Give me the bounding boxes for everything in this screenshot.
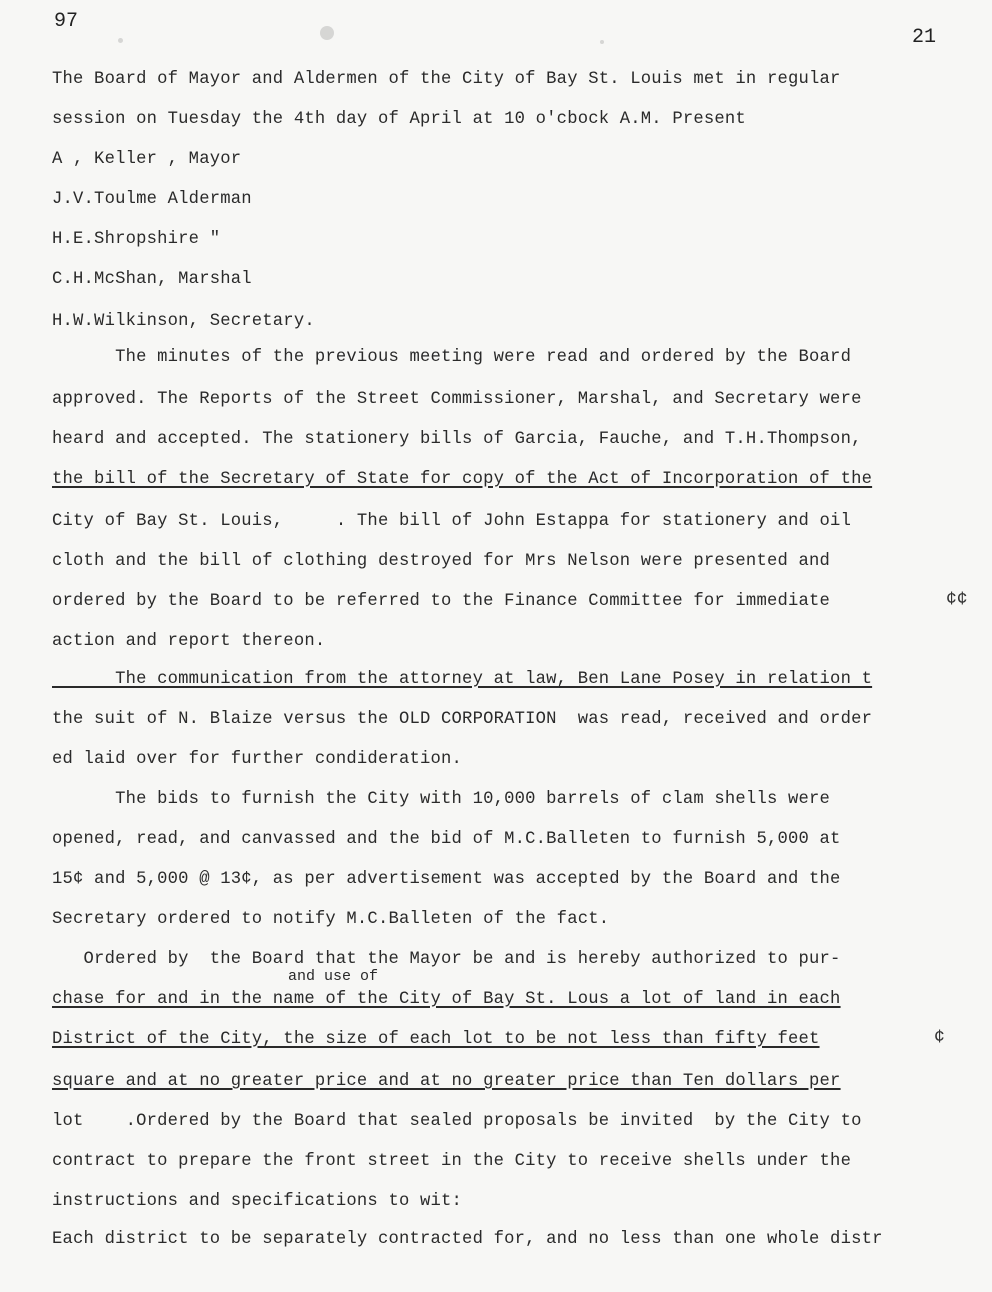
text-line: The bids to furnish the City with 10,000 barrels of clam shells were xyxy=(52,790,831,809)
text-line: A , Keller , Mayor xyxy=(52,150,242,169)
text-line: session on Tuesday the 4th day of April at 10 o'cbock A.M. Present xyxy=(52,110,746,129)
interlinear-insert: and use of xyxy=(288,968,379,985)
paper-speck xyxy=(600,40,604,44)
text-line: J.V.Toulme Alderman xyxy=(52,190,252,209)
paper-speck xyxy=(320,26,334,40)
text-line: contract to prepare the front street in the City to receive shells under the xyxy=(52,1152,852,1171)
text-line: Each district to be separately contracted for, and no less than one whole distr xyxy=(52,1230,883,1249)
text-line: Secretary ordered to notify M.C.Balleten of the fact. xyxy=(52,910,610,929)
text-line-underlined: the bill of the Secretary of State for copy of the Act of Incorporation of the xyxy=(52,470,873,489)
text-line: instructions and specifications to wit: xyxy=(52,1192,463,1211)
struck-mark: ¢ xyxy=(934,1028,945,1048)
text-line-underlined: The communication from the attorney at law, Ben Lane Posey in relation t xyxy=(52,670,873,689)
struck-mark: ¢¢ xyxy=(946,590,968,610)
text-line: H.E.Shropshire " xyxy=(52,230,221,249)
text-line: The Board of Mayor and Aldermen of the City of Bay St. Louis met in regular xyxy=(52,70,841,89)
text-line: cloth and the bill of clothing destroyed for Mrs Nelson were presented and xyxy=(52,552,831,571)
text-line-underlined: District of the City, the size of each lot to be not less than fifty feet xyxy=(52,1030,820,1049)
text-line: action and report thereon. xyxy=(52,632,326,651)
text-line: the suit of N. Blaize versus the OLD CORPORATION was read, received and order xyxy=(52,710,873,729)
text-line: City of Bay St. Louis, . The bill of John Estappa for stationery and oil xyxy=(52,512,852,531)
text-line: lot .Ordered by the Board that sealed proposals be invited by the City to xyxy=(52,1112,862,1131)
text-line-underlined: square and at no greater price and at no greater price than Ten dollars per xyxy=(52,1072,841,1091)
text-line: The minutes of the previous meeting were read and ordered by the Board xyxy=(52,348,852,367)
text-line: approved. The Reports of the Street Commissioner, Marshal, and Secretary were xyxy=(52,390,862,409)
text-line: ed laid over for further condideration. xyxy=(52,750,463,769)
page-number-right: 21 xyxy=(912,26,937,49)
text-line: H.W.Wilkinson, Secretary. xyxy=(52,312,315,331)
paper-speck xyxy=(118,38,123,43)
text-line: Ordered by the Board that the Mayor be and is hereby authorized to pur- xyxy=(52,950,841,969)
text-line: heard and accepted. The stationery bills of Garcia, Fauche, and T.H.Thompson, xyxy=(52,430,862,449)
text-line: C.H.McShan, Marshal xyxy=(52,270,252,289)
page-number-left: 97 xyxy=(54,10,79,33)
text-line: ordered by the Board to be referred to the Finance Committee for immediate xyxy=(52,592,831,611)
text-line: 15¢ and 5,000 @ 13¢, as per advertisement was accepted by the Board and the xyxy=(52,870,841,889)
text-line: opened, read, and canvassed and the bid of M.C.Balleten to furnish 5,000 at xyxy=(52,830,841,849)
text-line-underlined: chase for and in the name of the City of Bay St. Lous a lot of land in each xyxy=(52,990,841,1009)
